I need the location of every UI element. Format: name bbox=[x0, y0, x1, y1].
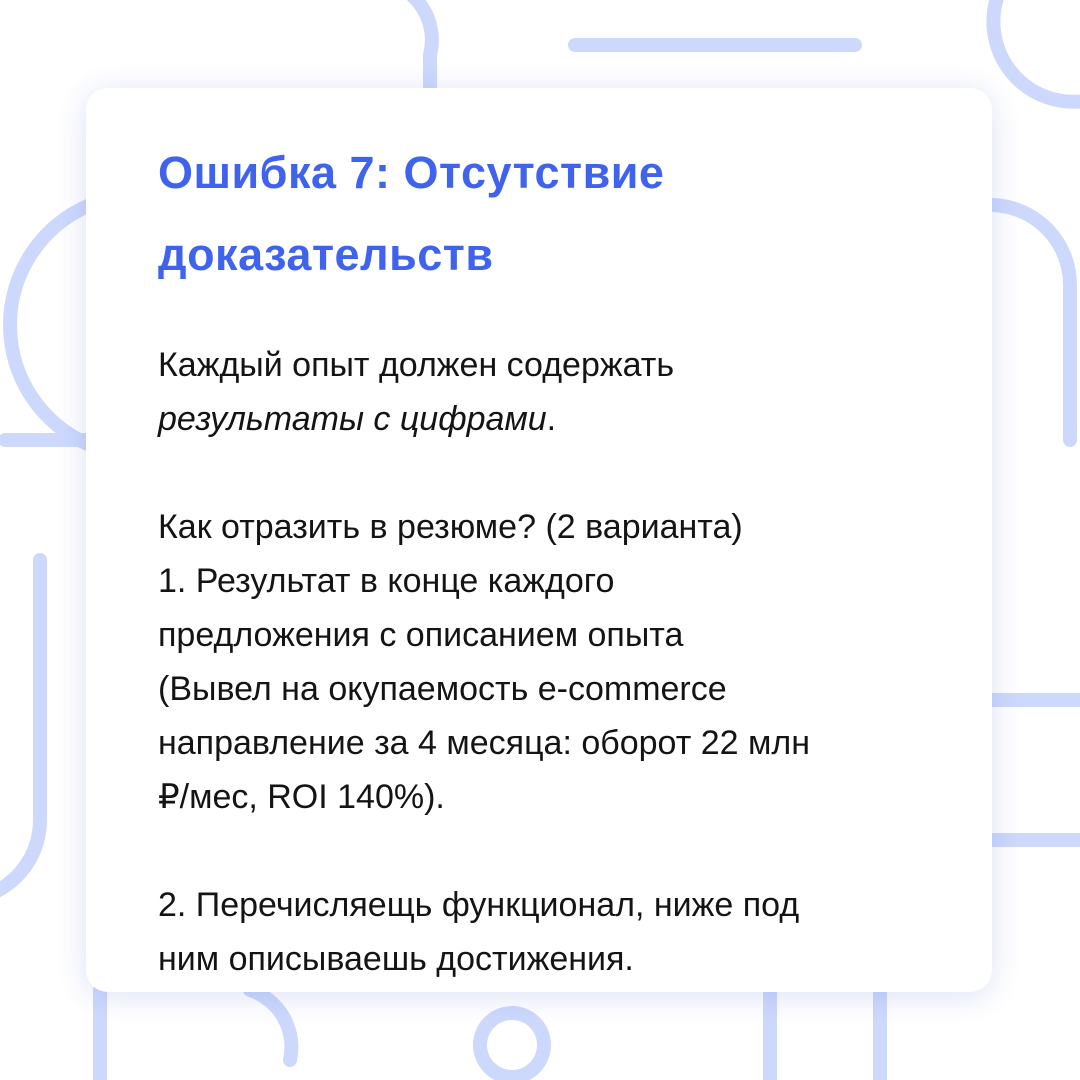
spacer bbox=[158, 446, 936, 500]
spacer bbox=[158, 824, 936, 878]
paragraph-line bbox=[158, 392, 936, 446]
option-1-line: 1. Результат в конце каждого bbox=[158, 562, 615, 600]
option-1-line: направление за 4 месяца: оборот 22 млн bbox=[158, 724, 810, 762]
paragraph-line: Каждый опыт должен содержать bbox=[158, 346, 675, 384]
option-1-line: ₽/мес, ROI 140%). bbox=[158, 778, 445, 816]
question-line: Как отразить в резюме? (2 варианта) bbox=[158, 508, 743, 546]
punctuation: . bbox=[546, 400, 557, 438]
option-2-line: 2. Перечисляещь функционал, ниже под bbox=[158, 886, 800, 924]
content-card bbox=[86, 88, 992, 992]
body-text bbox=[158, 338, 936, 986]
page-title bbox=[158, 132, 936, 296]
option-2-line: ним описываешь достижения. bbox=[158, 940, 634, 978]
title-line: Ошибка 7: Отсутствие bbox=[158, 147, 665, 198]
emphasis-text: результаты с цифрами bbox=[158, 400, 547, 438]
option-1-line: (Вывел на окупаемость e-commerce bbox=[158, 670, 727, 708]
title-line: доказательств bbox=[158, 229, 494, 280]
option-1-line: предложения с описанием опыта bbox=[158, 616, 684, 654]
